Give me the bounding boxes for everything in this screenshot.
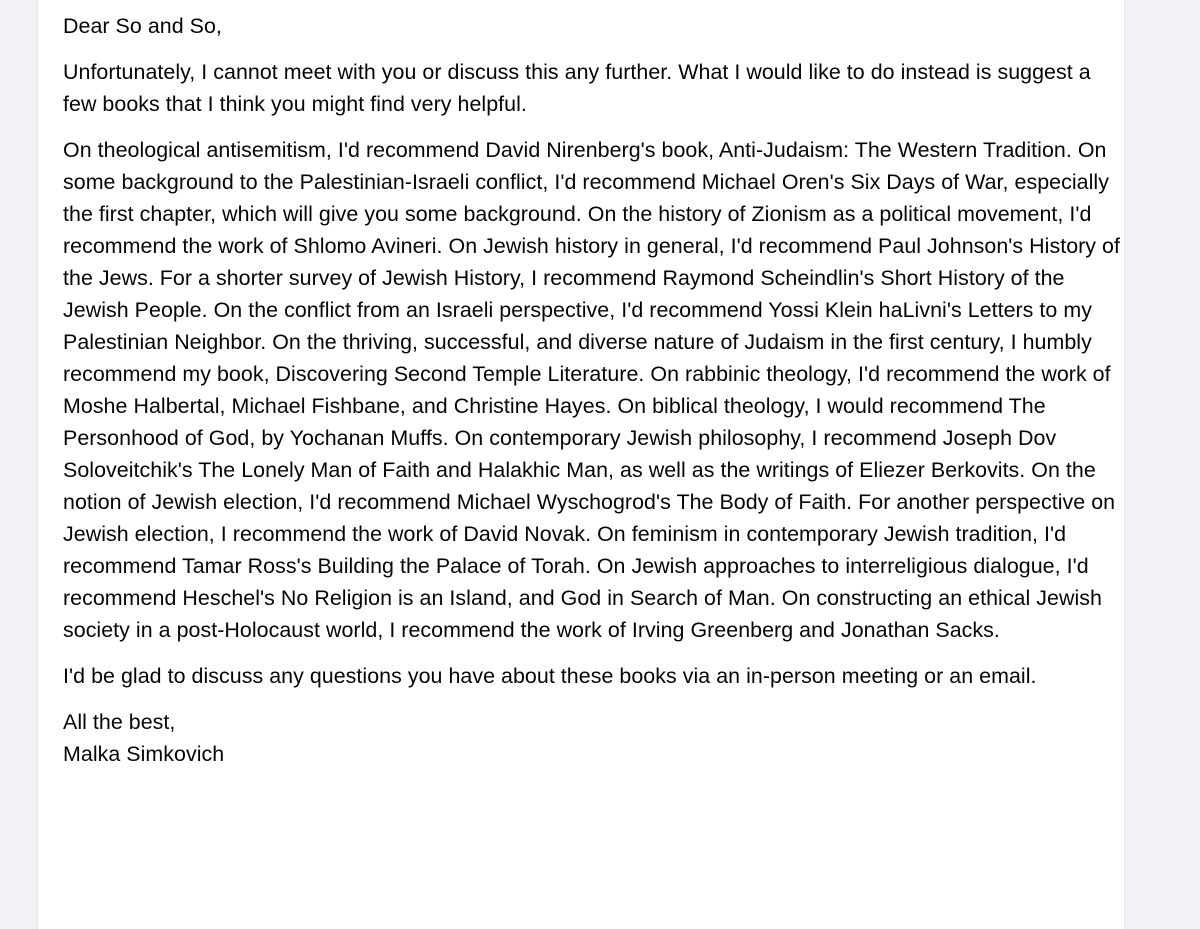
letter-intro: Unfortunately, I cannot meet with you or discuss this any further. What I would like to do instead is suggest a few books that I think you might find very helpful.: [63, 60, 1091, 116]
letter-signoff: All the best,: [63, 710, 176, 734]
post-card: [37, 0, 1125, 929]
post-text: [38, 0, 1123, 770]
letter-signature: Malka Simkovich: [63, 742, 225, 766]
letter-greeting: Dear So and So,: [63, 14, 222, 38]
page-background-gutter: [1125, 0, 1200, 929]
letter-closing: I'd be glad to discuss any questions you have about these books via an in-person meeting or an email.: [63, 664, 1037, 688]
letter-recommendations: On theological antisemitism, I'd recommend David Nirenberg's book, Anti-Judaism: The Western Tradition. On some background to the Palestinian-Israeli conflict, I'd recommend Michael Oren's Six Days of War, especially the first chapter, which will give you some background. On the history of Zionism as a political movement, I'd recommend the work of Shlomo Avineri. On Jewish history in general, I'd recommend Paul Johnson's History of the Jews. For a shorter survey of Jewish History, I recommend Raymond Scheindlin's Short History of the Jewish People. On the conflict from an Israeli perspective, I'd recommend Yossi Klein haLivni's Letters to my Palestinian Neighbor. On the thriving, successful, and diverse nature of Judaism in the first century, I humbly recommend my book, Discovering Second Temple Literature. On rabbinic theology, I'd recommend the work of Moshe Halbertal, Michael Fishbane, and Christine Hayes. On biblical theology, I would recommend The Personhood of God, by Yochanan Muffs. On contemporary Jewish philosophy, I recommend Joseph Dov Soloveitchik's The Lonely Man of Faith and Halakhic Man, as well as the writings of Eliezer Berkovits. On the notion of Jewish election, I'd recommend Michael Wyschogrod's The Body of Faith. For another perspective on Jewish election, I recommend the work of David Novak. On feminism in contemporary Jewish tradition, I'd recommend Tamar Ross's Building the Palace of Torah. On Jewish approaches to interreligious dialogue, I'd recommend Heschel's No Religion is an Island, and God in Search of Man. On constructing an ethical Jewish society in a post-Holocaust world, I recommend the work of Irving Greenberg and Jonathan Sacks.: [63, 138, 1120, 642]
